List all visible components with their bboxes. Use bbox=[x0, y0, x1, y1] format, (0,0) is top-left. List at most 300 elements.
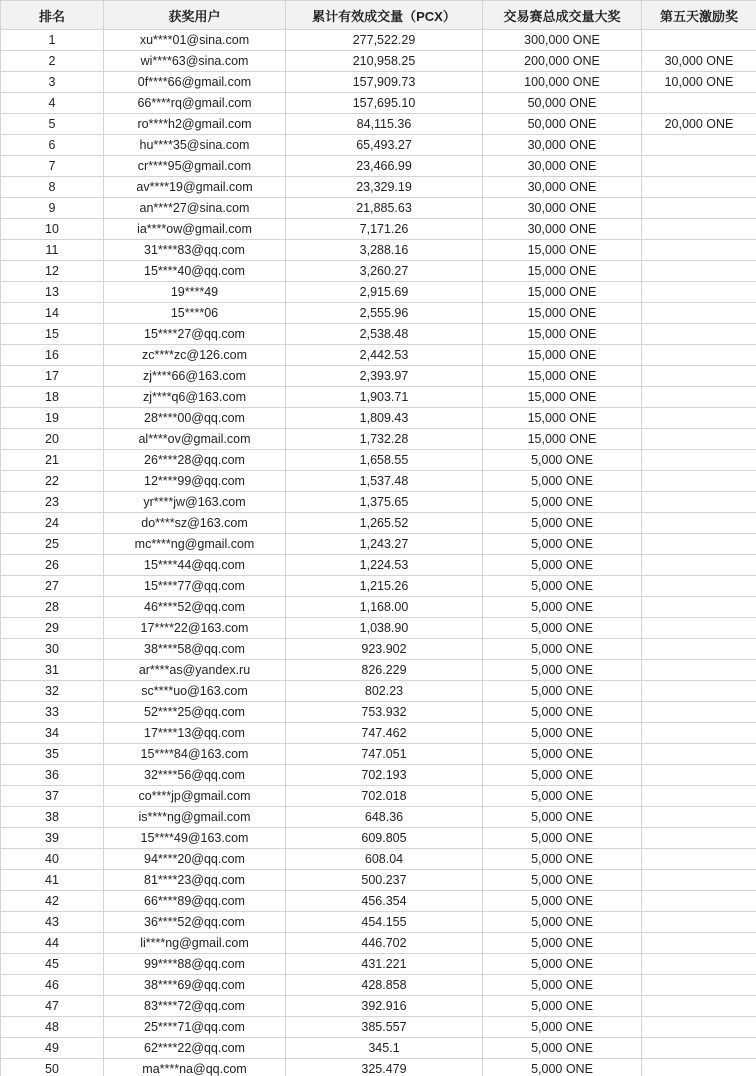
cell-volume: 277,522.29 bbox=[286, 30, 483, 51]
cell-rank: 39 bbox=[1, 828, 104, 849]
table-row bbox=[1, 807, 756, 828]
cell-user: 15****77@qq.com bbox=[104, 576, 286, 597]
cell-volume: 1,168.00 bbox=[286, 597, 483, 618]
cell-day5-prize bbox=[642, 429, 756, 450]
table-row bbox=[1, 303, 756, 324]
cell-user: wi****63@sina.com bbox=[104, 51, 286, 72]
table-header bbox=[1, 1, 756, 30]
cell-grand-prize: 5,000 ONE bbox=[483, 513, 642, 534]
cell-day5-prize bbox=[642, 681, 756, 702]
cell-grand-prize: 5,000 ONE bbox=[483, 597, 642, 618]
table-row bbox=[1, 1059, 756, 1076]
table-row bbox=[1, 912, 756, 933]
cell-grand-prize: 5,000 ONE bbox=[483, 996, 642, 1017]
table-row bbox=[1, 660, 756, 681]
cell-volume: 747.051 bbox=[286, 744, 483, 765]
table-row bbox=[1, 828, 756, 849]
cell-user: 0f****66@gmail.com bbox=[104, 72, 286, 93]
cell-day5-prize bbox=[642, 303, 756, 324]
cell-user: 36****52@qq.com bbox=[104, 912, 286, 933]
cell-grand-prize: 5,000 ONE bbox=[483, 681, 642, 702]
cell-day5-prize bbox=[642, 786, 756, 807]
cell-grand-prize: 15,000 ONE bbox=[483, 324, 642, 345]
cell-day5-prize bbox=[642, 744, 756, 765]
cell-user: 46****52@qq.com bbox=[104, 597, 286, 618]
cell-rank: 17 bbox=[1, 366, 104, 387]
cell-grand-prize: 5,000 ONE bbox=[483, 492, 642, 513]
table-row bbox=[1, 681, 756, 702]
cell-day5-prize bbox=[642, 492, 756, 513]
table-row bbox=[1, 933, 756, 954]
cell-user: zj****q6@163.com bbox=[104, 387, 286, 408]
cell-day5-prize bbox=[642, 891, 756, 912]
table-row bbox=[1, 597, 756, 618]
cell-day5-prize bbox=[642, 975, 756, 996]
cell-user: zc****zc@126.com bbox=[104, 345, 286, 366]
table-row bbox=[1, 849, 756, 870]
cell-rank: 29 bbox=[1, 618, 104, 639]
table-body bbox=[1, 30, 756, 1076]
cell-grand-prize: 15,000 ONE bbox=[483, 240, 642, 261]
cell-day5-prize bbox=[642, 618, 756, 639]
cell-user: 15****06 bbox=[104, 303, 286, 324]
cell-volume: 702.193 bbox=[286, 765, 483, 786]
cell-rank: 10 bbox=[1, 219, 104, 240]
cell-volume: 431.221 bbox=[286, 954, 483, 975]
cell-rank: 12 bbox=[1, 261, 104, 282]
cell-user: 81****23@qq.com bbox=[104, 870, 286, 891]
cell-grand-prize: 5,000 ONE bbox=[483, 933, 642, 954]
cell-rank: 25 bbox=[1, 534, 104, 555]
table-row bbox=[1, 513, 756, 534]
cell-volume: 428.858 bbox=[286, 975, 483, 996]
cell-day5-prize: 20,000 ONE bbox=[642, 114, 756, 135]
table-row bbox=[1, 765, 756, 786]
cell-rank: 5 bbox=[1, 114, 104, 135]
cell-grand-prize: 30,000 ONE bbox=[483, 219, 642, 240]
cell-day5-prize bbox=[642, 870, 756, 891]
cell-day5-prize bbox=[642, 597, 756, 618]
cell-day5-prize bbox=[642, 219, 756, 240]
cell-grand-prize: 5,000 ONE bbox=[483, 891, 642, 912]
cell-grand-prize: 5,000 ONE bbox=[483, 576, 642, 597]
cell-day5-prize: 30,000 ONE bbox=[642, 51, 756, 72]
cell-user: 94****20@qq.com bbox=[104, 849, 286, 870]
table-row bbox=[1, 702, 756, 723]
table-row bbox=[1, 345, 756, 366]
cell-volume: 3,288.16 bbox=[286, 240, 483, 261]
cell-rank: 31 bbox=[1, 660, 104, 681]
cell-rank: 15 bbox=[1, 324, 104, 345]
cell-user: 66****89@qq.com bbox=[104, 891, 286, 912]
cell-volume: 1,265.52 bbox=[286, 513, 483, 534]
cell-rank: 36 bbox=[1, 765, 104, 786]
table-row bbox=[1, 177, 756, 198]
cell-rank: 35 bbox=[1, 744, 104, 765]
cell-day5-prize bbox=[642, 513, 756, 534]
cell-day5-prize bbox=[642, 534, 756, 555]
cell-day5-prize bbox=[642, 807, 756, 828]
table-row bbox=[1, 744, 756, 765]
cell-grand-prize: 5,000 ONE bbox=[483, 660, 642, 681]
cell-grand-prize: 5,000 ONE bbox=[483, 723, 642, 744]
cell-day5-prize bbox=[642, 135, 756, 156]
cell-volume: 747.462 bbox=[286, 723, 483, 744]
cell-volume: 23,329.19 bbox=[286, 177, 483, 198]
cell-volume: 456.354 bbox=[286, 891, 483, 912]
table-row bbox=[1, 576, 756, 597]
cell-user: 15****84@163.com bbox=[104, 744, 286, 765]
header-user: 获奖用户 bbox=[104, 1, 286, 30]
cell-rank: 11 bbox=[1, 240, 104, 261]
cell-day5-prize: 10,000 ONE bbox=[642, 72, 756, 93]
cell-volume: 1,537.48 bbox=[286, 471, 483, 492]
cell-user: 17****13@qq.com bbox=[104, 723, 286, 744]
cell-day5-prize bbox=[642, 1038, 756, 1059]
cell-day5-prize bbox=[642, 366, 756, 387]
cell-user: 38****69@qq.com bbox=[104, 975, 286, 996]
cell-volume: 1,732.28 bbox=[286, 429, 483, 450]
cell-grand-prize: 15,000 ONE bbox=[483, 303, 642, 324]
cell-volume: 454.155 bbox=[286, 912, 483, 933]
cell-user: 19****49 bbox=[104, 282, 286, 303]
cell-day5-prize bbox=[642, 1017, 756, 1038]
table-row bbox=[1, 30, 756, 51]
cell-rank: 9 bbox=[1, 198, 104, 219]
header-day5-prize: 第五天激励奖 bbox=[642, 1, 756, 30]
cell-user: 17****22@163.com bbox=[104, 618, 286, 639]
table-row bbox=[1, 555, 756, 576]
cell-volume: 7,171.26 bbox=[286, 219, 483, 240]
table-row bbox=[1, 618, 756, 639]
cell-user: 15****40@qq.com bbox=[104, 261, 286, 282]
cell-day5-prize bbox=[642, 387, 756, 408]
cell-rank: 14 bbox=[1, 303, 104, 324]
table-row bbox=[1, 324, 756, 345]
cell-grand-prize: 30,000 ONE bbox=[483, 135, 642, 156]
cell-day5-prize bbox=[642, 282, 756, 303]
cell-grand-prize: 5,000 ONE bbox=[483, 534, 642, 555]
cell-user: li****ng@gmail.com bbox=[104, 933, 286, 954]
cell-volume: 1,375.65 bbox=[286, 492, 483, 513]
cell-volume: 385.557 bbox=[286, 1017, 483, 1038]
cell-grand-prize: 5,000 ONE bbox=[483, 618, 642, 639]
cell-grand-prize: 15,000 ONE bbox=[483, 345, 642, 366]
table-row bbox=[1, 786, 756, 807]
cell-user: 66****rq@gmail.com bbox=[104, 93, 286, 114]
cell-rank: 30 bbox=[1, 639, 104, 660]
cell-rank: 46 bbox=[1, 975, 104, 996]
cell-rank: 7 bbox=[1, 156, 104, 177]
table-row bbox=[1, 135, 756, 156]
cell-user: do****sz@163.com bbox=[104, 513, 286, 534]
cell-user: al****ov@gmail.com bbox=[104, 429, 286, 450]
cell-grand-prize: 5,000 ONE bbox=[483, 870, 642, 891]
table-row bbox=[1, 891, 756, 912]
table-row bbox=[1, 429, 756, 450]
cell-day5-prize bbox=[642, 30, 756, 51]
cell-user: 15****44@qq.com bbox=[104, 555, 286, 576]
cell-user: av****19@gmail.com bbox=[104, 177, 286, 198]
cell-grand-prize: 100,000 ONE bbox=[483, 72, 642, 93]
cell-grand-prize: 5,000 ONE bbox=[483, 975, 642, 996]
cell-user: 28****00@qq.com bbox=[104, 408, 286, 429]
cell-day5-prize bbox=[642, 177, 756, 198]
cell-grand-prize: 5,000 ONE bbox=[483, 807, 642, 828]
table-row bbox=[1, 408, 756, 429]
cell-volume: 84,115.36 bbox=[286, 114, 483, 135]
cell-volume: 65,493.27 bbox=[286, 135, 483, 156]
cell-user: ar****as@yandex.ru bbox=[104, 660, 286, 681]
cell-day5-prize bbox=[642, 723, 756, 744]
table-row bbox=[1, 93, 756, 114]
cell-grand-prize: 15,000 ONE bbox=[483, 282, 642, 303]
cell-user: 25****71@qq.com bbox=[104, 1017, 286, 1038]
cell-rank: 21 bbox=[1, 450, 104, 471]
cell-volume: 1,038.90 bbox=[286, 618, 483, 639]
header-row bbox=[1, 1, 756, 30]
table-row bbox=[1, 114, 756, 135]
cell-volume: 1,224.53 bbox=[286, 555, 483, 576]
table-row bbox=[1, 975, 756, 996]
table-row bbox=[1, 450, 756, 471]
cell-grand-prize: 5,000 ONE bbox=[483, 555, 642, 576]
cell-day5-prize bbox=[642, 471, 756, 492]
cell-day5-prize bbox=[642, 639, 756, 660]
cell-volume: 2,915.69 bbox=[286, 282, 483, 303]
cell-volume: 2,538.48 bbox=[286, 324, 483, 345]
cell-volume: 702.018 bbox=[286, 786, 483, 807]
cell-day5-prize bbox=[642, 198, 756, 219]
cell-volume: 3,260.27 bbox=[286, 261, 483, 282]
cell-volume: 1,215.26 bbox=[286, 576, 483, 597]
cell-volume: 23,466.99 bbox=[286, 156, 483, 177]
cell-volume: 210,958.25 bbox=[286, 51, 483, 72]
cell-volume: 753.932 bbox=[286, 702, 483, 723]
cell-user: 12****99@qq.com bbox=[104, 471, 286, 492]
cell-user: xu****01@sina.com bbox=[104, 30, 286, 51]
cell-volume: 608.04 bbox=[286, 849, 483, 870]
cell-rank: 3 bbox=[1, 72, 104, 93]
cell-grand-prize: 30,000 ONE bbox=[483, 156, 642, 177]
cell-day5-prize bbox=[642, 345, 756, 366]
cell-grand-prize: 5,000 ONE bbox=[483, 744, 642, 765]
cell-volume: 2,555.96 bbox=[286, 303, 483, 324]
cell-grand-prize: 30,000 ONE bbox=[483, 177, 642, 198]
cell-rank: 28 bbox=[1, 597, 104, 618]
cell-grand-prize: 50,000 ONE bbox=[483, 114, 642, 135]
cell-user: 83****72@qq.com bbox=[104, 996, 286, 1017]
cell-day5-prize bbox=[642, 93, 756, 114]
table-row bbox=[1, 723, 756, 744]
cell-grand-prize: 5,000 ONE bbox=[483, 471, 642, 492]
cell-rank: 49 bbox=[1, 1038, 104, 1059]
table-row bbox=[1, 219, 756, 240]
cell-day5-prize bbox=[642, 933, 756, 954]
cell-rank: 34 bbox=[1, 723, 104, 744]
cell-day5-prize bbox=[642, 408, 756, 429]
cell-volume: 1,903.71 bbox=[286, 387, 483, 408]
cell-volume: 345.1 bbox=[286, 1038, 483, 1059]
table-row bbox=[1, 72, 756, 93]
cell-rank: 6 bbox=[1, 135, 104, 156]
cell-volume: 648.36 bbox=[286, 807, 483, 828]
table-row bbox=[1, 240, 756, 261]
cell-day5-prize bbox=[642, 450, 756, 471]
cell-rank: 50 bbox=[1, 1059, 104, 1076]
cell-user: 38****58@qq.com bbox=[104, 639, 286, 660]
cell-grand-prize: 5,000 ONE bbox=[483, 1017, 642, 1038]
cell-grand-prize: 300,000 ONE bbox=[483, 30, 642, 51]
table-row bbox=[1, 954, 756, 975]
cell-day5-prize bbox=[642, 828, 756, 849]
cell-user: 32****56@qq.com bbox=[104, 765, 286, 786]
cell-grand-prize: 30,000 ONE bbox=[483, 198, 642, 219]
table-row bbox=[1, 156, 756, 177]
cell-day5-prize bbox=[642, 954, 756, 975]
cell-user: zj****66@163.com bbox=[104, 366, 286, 387]
cell-rank: 37 bbox=[1, 786, 104, 807]
cell-day5-prize bbox=[642, 1059, 756, 1076]
cell-grand-prize: 5,000 ONE bbox=[483, 786, 642, 807]
cell-volume: 500.237 bbox=[286, 870, 483, 891]
cell-rank: 45 bbox=[1, 954, 104, 975]
table-row bbox=[1, 1017, 756, 1038]
cell-rank: 22 bbox=[1, 471, 104, 492]
cell-volume: 1,658.55 bbox=[286, 450, 483, 471]
table-row bbox=[1, 387, 756, 408]
table-row bbox=[1, 639, 756, 660]
cell-grand-prize: 5,000 ONE bbox=[483, 1038, 642, 1059]
cell-grand-prize: 5,000 ONE bbox=[483, 912, 642, 933]
cell-rank: 24 bbox=[1, 513, 104, 534]
cell-volume: 157,909.73 bbox=[286, 72, 483, 93]
cell-rank: 44 bbox=[1, 933, 104, 954]
cell-user: ro****h2@gmail.com bbox=[104, 114, 286, 135]
cell-day5-prize bbox=[642, 702, 756, 723]
cell-user: ma****na@qq.com bbox=[104, 1059, 286, 1076]
cell-grand-prize: 5,000 ONE bbox=[483, 639, 642, 660]
cell-rank: 40 bbox=[1, 849, 104, 870]
cell-rank: 38 bbox=[1, 807, 104, 828]
cell-grand-prize: 15,000 ONE bbox=[483, 387, 642, 408]
cell-rank: 18 bbox=[1, 387, 104, 408]
cell-rank: 19 bbox=[1, 408, 104, 429]
cell-user: co****jp@gmail.com bbox=[104, 786, 286, 807]
cell-grand-prize: 5,000 ONE bbox=[483, 765, 642, 786]
cell-day5-prize bbox=[642, 261, 756, 282]
table-row bbox=[1, 198, 756, 219]
cell-day5-prize bbox=[642, 555, 756, 576]
cell-day5-prize bbox=[642, 765, 756, 786]
cell-user: 31****83@qq.com bbox=[104, 240, 286, 261]
cell-rank: 16 bbox=[1, 345, 104, 366]
table-row bbox=[1, 1038, 756, 1059]
table-row bbox=[1, 870, 756, 891]
cell-volume: 1,809.43 bbox=[286, 408, 483, 429]
cell-user: is****ng@gmail.com bbox=[104, 807, 286, 828]
cell-rank: 4 bbox=[1, 93, 104, 114]
cell-user: cr****95@gmail.com bbox=[104, 156, 286, 177]
cell-user: 15****27@qq.com bbox=[104, 324, 286, 345]
cell-grand-prize: 5,000 ONE bbox=[483, 849, 642, 870]
cell-grand-prize: 15,000 ONE bbox=[483, 366, 642, 387]
cell-day5-prize bbox=[642, 912, 756, 933]
table-row bbox=[1, 471, 756, 492]
table-row bbox=[1, 261, 756, 282]
cell-rank: 8 bbox=[1, 177, 104, 198]
cell-volume: 21,885.63 bbox=[286, 198, 483, 219]
table-row bbox=[1, 534, 756, 555]
cell-rank: 32 bbox=[1, 681, 104, 702]
header-rank: 排名 bbox=[1, 1, 104, 30]
cell-volume: 2,442.53 bbox=[286, 345, 483, 366]
cell-rank: 47 bbox=[1, 996, 104, 1017]
cell-grand-prize: 15,000 ONE bbox=[483, 408, 642, 429]
table-row bbox=[1, 996, 756, 1017]
table-row bbox=[1, 366, 756, 387]
cell-user: 26****28@qq.com bbox=[104, 450, 286, 471]
cell-user: ia****ow@gmail.com bbox=[104, 219, 286, 240]
cell-volume: 392.916 bbox=[286, 996, 483, 1017]
cell-rank: 41 bbox=[1, 870, 104, 891]
cell-volume: 923.902 bbox=[286, 639, 483, 660]
cell-grand-prize: 200,000 ONE bbox=[483, 51, 642, 72]
cell-user: 62****22@qq.com bbox=[104, 1038, 286, 1059]
cell-user: 52****25@qq.com bbox=[104, 702, 286, 723]
cell-day5-prize bbox=[642, 849, 756, 870]
header-grand-prize: 交易赛总成交量大奖 bbox=[483, 1, 642, 30]
cell-grand-prize: 5,000 ONE bbox=[483, 954, 642, 975]
cell-rank: 33 bbox=[1, 702, 104, 723]
cell-volume: 802.23 bbox=[286, 681, 483, 702]
cell-rank: 13 bbox=[1, 282, 104, 303]
cell-day5-prize bbox=[642, 576, 756, 597]
cell-day5-prize bbox=[642, 324, 756, 345]
cell-user: mc****ng@gmail.com bbox=[104, 534, 286, 555]
cell-volume: 826.229 bbox=[286, 660, 483, 681]
cell-grand-prize: 5,000 ONE bbox=[483, 1059, 642, 1076]
cell-rank: 27 bbox=[1, 576, 104, 597]
cell-rank: 2 bbox=[1, 51, 104, 72]
cell-user: an****27@sina.com bbox=[104, 198, 286, 219]
cell-day5-prize bbox=[642, 156, 756, 177]
cell-rank: 42 bbox=[1, 891, 104, 912]
cell-user: 99****88@qq.com bbox=[104, 954, 286, 975]
cell-day5-prize bbox=[642, 240, 756, 261]
cell-day5-prize bbox=[642, 660, 756, 681]
cell-grand-prize: 50,000 ONE bbox=[483, 93, 642, 114]
cell-grand-prize: 5,000 ONE bbox=[483, 450, 642, 471]
cell-rank: 1 bbox=[1, 30, 104, 51]
cell-user: hu****35@sina.com bbox=[104, 135, 286, 156]
cell-volume: 157,695.10 bbox=[286, 93, 483, 114]
cell-volume: 325.479 bbox=[286, 1059, 483, 1076]
cell-rank: 26 bbox=[1, 555, 104, 576]
cell-grand-prize: 15,000 ONE bbox=[483, 429, 642, 450]
cell-volume: 2,393.97 bbox=[286, 366, 483, 387]
cell-user: sc****uo@163.com bbox=[104, 681, 286, 702]
cell-grand-prize: 5,000 ONE bbox=[483, 828, 642, 849]
cell-user: 15****49@163.com bbox=[104, 828, 286, 849]
cell-rank: 43 bbox=[1, 912, 104, 933]
cell-volume: 1,243.27 bbox=[286, 534, 483, 555]
cell-rank: 48 bbox=[1, 1017, 104, 1038]
table-row bbox=[1, 492, 756, 513]
table-row bbox=[1, 51, 756, 72]
header-volume: 累计有效成交量（PCX） bbox=[286, 1, 483, 30]
cell-grand-prize: 5,000 ONE bbox=[483, 702, 642, 723]
